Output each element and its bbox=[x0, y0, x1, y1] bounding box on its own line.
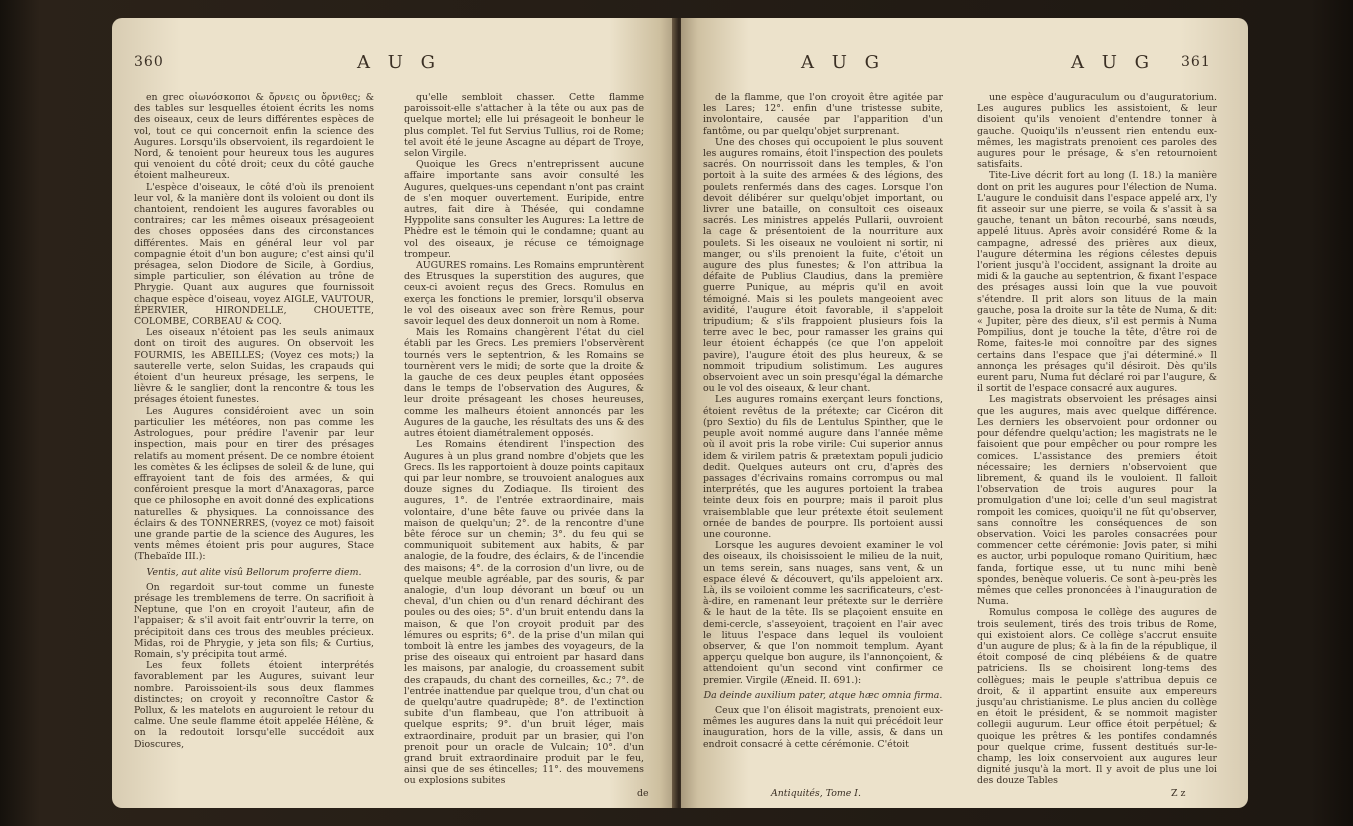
left-page bbox=[112, 18, 677, 808]
right-column-2 bbox=[977, 92, 1217, 787]
paragraph: Lorsque les augures devoient examiner le vol des oiseaux, ils choisissoient le milieu de la nuit, un tems serein, sans nuages, sans vent, & un espace élevé & découvert, qu'ils appeloient arx. Là, ils se voiloient comme les sacrificateurs, c'est-à-dire, en ramenant leur prétexte sur le derrière & le haut de la tête. Ils se plaçoient ensuite en demi-cercle, s'asseyoient, traçoient en l'air avec le lituus l'espace dans lequel ils vouloient observer, & que l'on nommoit templum. Ayant apperçu quelque bon augure, ils l'annonçoient, & attendoient qu'un second vint confirmer ce premier. Virgile (Æneid. II. 691.): bbox=[703, 540, 943, 686]
paragraph: Tite-Live décrit fort au long (I. 18.) la manière dont on prit les augures pour l'élection de Numa. L'augure le conduisit dans l'espace appelé arx, l'y fit asseoir sur une pierre, se voila & s'assit à sa gauche, tenant un bâton recourbé, sans nœuds, appelé lituus. Après avoir considéré Rome & la campagne, adressé des prières aux dieux, l'augure détermina les régions célestes depuis l'orient jusqu'à l'occident, assignant la droite au midi & la gauche au septentrion, & fixant l'espace des présages aussi loin que la vue pouvoit s'étendre. Il prit alors son lituus de la main gauche, posa la droite sur la tête de Numa, & dit: « Jupiter, père des dieux, s'il est permis à Numa Pompilius, dont je touche la tête, d'être roi de Rome, faites-le moi connoître par des signes certains dans l'espace que j'ai déterminé.» Il annonça les présages qu'il désiroit. Dès qu'ils eurent paru, Numa fut déclaré roi par l'augure, & il sortit de l'espace consacré aux augures. bbox=[977, 170, 1217, 395]
catchword: de bbox=[637, 788, 649, 799]
left-column-1 bbox=[134, 92, 374, 750]
paragraph: AUGURES romains. Les Romains empruntèrent des Etrusques la superstition des augures, que ceux-ci avoient reçus des Grecs. Romulus en exerça les fonctions le premier, lorsqu'il observa le vol des oiseaux avec son frère Remus, pour savoir lequel des deux donneroit un nom à Rome. bbox=[404, 260, 644, 328]
paragraph: de la flamme, que l'on croyoit être agitée par les Lares; 12°. enfin d'une tristesse subite, involontaire, causée par l'apparition d'un fantôme, ou par quelqu'objet surprenant. bbox=[703, 92, 943, 137]
left-header bbox=[112, 52, 677, 80]
paragraph: Ceux que l'on élisoit magistrats, prenoient eux-mêmes les augures dans la nuit qui précédoit leur inauguration, hors de la ville, assis, & dans un endroit consacré à cette cérémonie. C'étoit bbox=[703, 704, 943, 750]
paragraph: Les magistrats observoient les présages ainsi que les augures, mais avec quelque différence. Les derniers les observoient pour ordonner ou pour défendre quelqu'action; les magistrats ne le faisoient que pour empêcher ou pour rompre les comices. L'assistance des premiers étoit nécessaire; les derniers n'observoient que librement, & quand ils le vouloient. Il falloit l'observation de trois augures pour la promulgation d'une loi; celle d'un seul magistrat rompoit les comices, quoiqu'il ne fût qu'observer, sans connoître les conséquences de son observation. Voici les paroles consacrées pour commencer cette cérémonie: Jovis pater, si mihi es auctor, urbi populoque romano Quiritium, hæc fanda, fortique esse, ut tu nunc mihi benè spondes, benèque volueris. Ce sont à-peu-près les mêmes que celles prononcées à l'inauguration de Numa. bbox=[977, 394, 1217, 608]
paragraph: une espèce d'auguraculum ou d'auguratorium. Les augures publics les assistoient, & leur disoient qu'ils venoient d'entendre tonner à gauche. Quoiqu'ils n'eussent rien entendu eux-mêmes, les magistrats prenoient ces paroles des augures pour le présage, & s'en retournoient satisfaits. bbox=[977, 92, 1217, 171]
paragraph: On regardoit sur-tout comme un funeste présage les tremblemens de terre. On sacrifioit à Neptune, que l'on en croyoit l'auteur, afin de l'appaiser; & s'il avoit fait entr'ouvrir la terre, on précipitoit dans ces trous des meubles précieux. Midas, roi de Phrygie, y jeta son fils; & Curtius, Romain, s'y précipita tout armé. bbox=[134, 581, 374, 660]
paragraph: Mais les Romains changèrent l'état du ciel établi par les Grecs. Les premiers l'observèrent tournés vers le septentrion, & les Romains se tournèrent vers le midi; de sorte que la droite & la gauche de ces deux peuples étant opposées dans le temps de l'observation des Augures, & leur droite présageant les choses heureuses, comme les malheurs étoient annoncés par les Augures de la gauche, les résultats des uns & des autres étoient diamétralement opposés. bbox=[404, 327, 644, 440]
paragraph: qu'elle sembloit chasser. Cette flamme paroissoit-elle s'attacher à la tête ou aux pas de quelque mortel; elle lui présageoit le bonheur le plus complet. Tel fut Servius Tullius, roi de Rome; tel avoit été le jeune Ascagne au départ de Troye, selon Virgile. bbox=[404, 92, 644, 160]
paragraph: en grec οἰωνόσκοποι & ὄρνεις ou ὄρνιθες; & des tables sur lesquelles étoient écrits les noms des oiseaux, ceux de leurs différentes espèces de vol, tout ce qui concernoit enfin la science des Augures. Lorsqu'ils observoient, ils regardoient le Nord, & tenoient pour heureux tous les augures qui venoient du côté droit; ceux du côté gauche étoient malheureux. bbox=[134, 92, 374, 182]
left-page-number: 360 bbox=[134, 54, 164, 70]
paragraph: Les augures romains exerçant leurs fonctions, étoient revêtus de la prétexte; car Cicéron dit (pro Sextio) du fils de Lentulus Spinther, que le peuple avoit nommé augure dans l'année même où il avoit pris la robe virile: Cui superior annus idem & virilem patris & prætextam populi judicio dedit. Quelques auteurs ont cru, d'après des passages d'écrivains romains corrompus ou mal interprétés, que les augures portoient la trabea teinte deux fois en pourpre; mais il paroit plus vraisemblable que leur prétexte étoit seulement ornée de bandes de pourpre. Ils portoient aussi une couronne. bbox=[703, 394, 943, 540]
left-column-2 bbox=[404, 92, 644, 787]
paragraph: Quoique les Grecs n'entreprissent aucune affaire importante sans avoir consulté les Augures, quelques-uns cependant n'ont pas craint de s'en moquer ouvertement. Euripide, entre autres, fait dire à Thésée, qui condamne Hyppolite sans consulter les Augures: La lettre de Phèdre est le témoin qui le condamne; quant au vol des oiseaux, je récuse ce témoignage trompeur. bbox=[404, 159, 644, 260]
paragraph: Une des choses qui occupoient le plus souvent les augures romains, étoit l'inspection des poulets sacrés. On nourrissoit dans les temples, & l'on portoit à la suite des armées & des légions, des poulets renfermés dans des cages. Lorsque l'on devoit délibérer sur quelqu'objet important, ou livrer une bataille, on consultoit ces oiseaux sacrés. Les ministres appelés Pullarii, ouvroient la cage & présentoient de la nourriture aux poulets. Si les oiseaux ne vouloient ni sortir, ni manger, ou s'ils prenoient la fuite, c'étoit un augure des plus funestes; & l'on attribua la défaite de Publius Claudius, dans la première guerre Punique, au mépris qu'il en avoit témoigné. Mais si les poulets mangeoient avec avidité, l'augure étoit favorable, il s'appeloit tripudium; & s'ils frappoient plusieurs fois la terre avec le bec, pour ramasser les grains qui leur étoient échappés (ce que l'on appeloit pavire), l'augure étoit des plus heureux, & se nommoit tripudium solistimum. Les augures observoient avec un soin presqu'égal la démarche ou le vol des oiseaux, & leur chant. bbox=[703, 136, 943, 395]
volume-footer: Antiquités, Tome I. bbox=[771, 788, 861, 799]
right-column-1 bbox=[703, 92, 943, 750]
right-running-head-2: A U G bbox=[1071, 52, 1155, 73]
paragraph: Les oiseaux n'étoient pas les seuls animaux dont on tiroit des augures. On observoit les FOURMIS, les ABEILLES; (Voyez ces mots;) la sauterelle verte, selon Suidas, les crapauds qui étoient d'un heureux présage, les serpens, le lièvre & le sanglier, dont la rencontre & tous les présages étoient funestes. bbox=[134, 327, 374, 406]
paragraph: Romulus composa le collège des augures de trois seulement, tirés des trois tribus de Rome, qui existoient alors. Ce collège s'accrut ensuite d'un augure de plus; & à la fin de la république, il étoit composé de cinq plébéiens & de quatre patriciens. Ils se choisirent long-tems des collègues; mais le peuple s'attribua depuis ce droit, & il appartint ensuite aux empereurs jusqu'au christianisme. Le plus ancien du collège en étoit le président, & se nommoit magister collegii augurum. Leur office étoit perpétuel; & quoique les prêtres & les pontifes condamnés pour quelque crime, fussent destitués sur-le-champ, les loix conservoient aux augures leur dignité jusqu'à la mort. Il y avoit de plus une loi des douze Tables bbox=[977, 607, 1217, 787]
paragraph: L'espèce d'oiseaux, le côté d'où ils prenoient leur vol, & la manière dont ils voloient ou dont ils chantoient, rendoient les augures favorables ou contraires; car les mêmes oiseaux présageoient des choses opposées dans des circonstances différentes. Mais en général leur vol par compagnie étoit d'un bon augure; c'est ainsi qu'il présagea, selon Diodore de Sicile, à Gordius, simple particulier, son élévation au trône de Phrygie. Quant aux augures que fournissoit chaque espèce d'oiseau, voyez AIGLE, VAUTOUR, ÉPERVIER, HIRONDELLE, CHOUETTE, COLOMBE, CORBEAU & COQ. bbox=[134, 181, 374, 328]
paragraph: Les Romains étendirent l'inspection des Augures à un plus grand nombre d'objets que les Grecs. Ils les rapportoient à douze points capitaux qui par leur nombre, se trouvoient analogues aux douze signes du Zodiaque. Ils tiroient des augures, 1°. de l'entrée extraordinaire, mais volontaire, d'une bête fauve ou privée dans la maison de quelqu'un; 2°. de la rencontre d'une bête féroce sur un chemin; 3°. du feu qui se communiquoit subitement aux habits, & par analogie, de la foudre, des éclairs, & de l'incendie des maisons; 4°. de la corrosion d'un livre, ou de quelque meuble agréable, par des souris, & par analogie, d'un loup dévorant un bœuf ou un cheval, d'un chien ou d'un renard déchirant des poules ou des oies; 5°. d'un bruit entendu dans la maison, & que l'on croyoit produit par des lémures ou esprits; 6°. de la prise d'un milan qui tomboit là entre les jambes des voyageurs, de la prise des oiseaux qui entroient par hasard dans les maisons, par analogie, du croassement subit des crapauds, du chant des corneilles, &c.; 7°. de l'entrée inattendue par quelque trou, d'un chat ou de quelqu'autre quadrupède; 8°. de l'extinction subite d'un flambeau, que l'on attribuoit à quelque esprits; 9°. d'un bruit léger, mais extraordinaire, produit par un brasier, qui l'on prenoit pour un oracle de Vulcain; 10°. d'un grand bruit extraordinaire produit par le feu, ainsi que de ses étincelles; 11°. des mouvemens ou explosions subites bbox=[404, 439, 644, 787]
left-running-head: A U G bbox=[357, 52, 441, 73]
paragraph: Les feux follets étoient interprétés favorablement par les Augures, suivant leur nombre. Paroissoient-ils sous deux flammes distinctes; on croyoit y reconnoître Castor & Pollux, & les matelots en auguroient le retour du calme. Une seule flamme étoit appelée Hélène, & on la redoutoit lorsqu'elle succédoit aux Dioscures, bbox=[134, 660, 374, 750]
verse-quote: Da deinde auxilium pater, atque hæc omnia firma. bbox=[703, 689, 943, 701]
right-page bbox=[681, 18, 1248, 808]
paragraph: Les Augures considéroient avec un soin particulier les météores, non pas comme les Astrologues, pour prédire l'avenir par leur inspection, mais pour en tirer des présages relatifs au moment présent. De ce nombre étoient les comètes & les éclipses de soleil & de lune, qui effrayoient tant de fois des armées, & qui conféroient presque la mort d'Anaxagoras, parce que ce philosophe en avoit donné des explications naturelles & physiques. La connoissance des éclairs & des TONNERRES, (voyez ce mot) faisoit une grande partie de la science des Augures, les vents mêmes étoient pris pour augures, Stace (Thebaïde III.): bbox=[134, 405, 374, 563]
right-running-head: A U G bbox=[801, 52, 885, 73]
right-header bbox=[681, 52, 1248, 80]
signature-mark: Z z bbox=[1171, 788, 1186, 799]
right-page-number: 361 bbox=[1181, 54, 1211, 70]
verse-quote: Ventis, aut alite visû Bellorum proferre diem. bbox=[146, 566, 362, 578]
